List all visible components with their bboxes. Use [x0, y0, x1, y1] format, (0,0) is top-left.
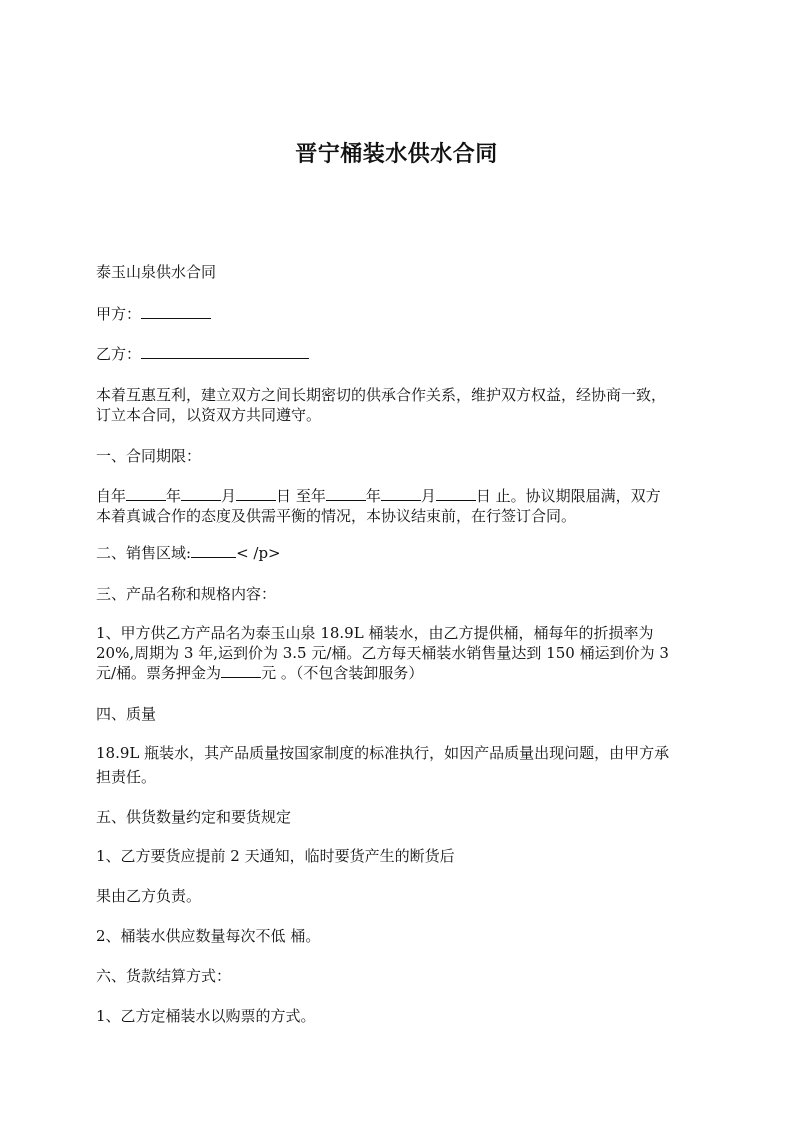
term-text-end: 日 止。协议期限届满，双方	[475, 487, 661, 505]
intro-line-2: 订立本合同，以资双方共同遵守。	[96, 406, 322, 424]
section-6-heading: 六、货款结算方式：	[96, 967, 232, 985]
end-month-blank	[436, 486, 476, 501]
term-text-month: 月	[221, 487, 237, 505]
deposit-blank	[221, 663, 261, 678]
sales-region-blank	[191, 543, 236, 558]
start-year2-blank	[181, 486, 221, 501]
section-5-heading: 五、供货数量约定和要货规定	[96, 808, 292, 826]
product-line-1: 1、甲方供乙方产品名为泰玉山泉 18.9L 桶装水，由乙方提供桶，桶每年的折损率为	[96, 624, 654, 642]
section-3-heading: 三、产品名称和规格内容：	[96, 585, 277, 603]
product-line-2: 20%,周期为 3 年,运到价为 3.5 元/桶。乙方每天桶装水销售量达到 150 桶运到价为 3	[96, 644, 669, 662]
term-line-1	[96, 486, 661, 506]
term-text-day-to: 日 至年	[276, 487, 326, 505]
term-text-month2: 月	[420, 487, 436, 505]
sales-region-suffix: < /p>	[236, 544, 281, 562]
intro-line-1: 本着互惠互利，建立双方之间长期密切的供承合作关系，维护双方权益，经协商一致，	[96, 386, 667, 404]
document-title: 晋宁桶装水供水合同	[295, 142, 498, 167]
party-b-label: 乙方：	[96, 345, 142, 363]
term-line-2: 本着真诚合作的态度及供需平衡的情况，本协议结束前，在行签订合同。	[96, 507, 577, 525]
section-2-line	[96, 543, 281, 563]
product-line-3	[96, 663, 423, 683]
party-b-blank	[141, 344, 309, 359]
supply-line-2: 果由乙方负责。	[96, 887, 202, 905]
start-year-blank	[126, 486, 166, 501]
term-text-from: 自年	[96, 487, 127, 505]
quality-line-2: 担责任。	[96, 768, 157, 786]
deposit-suffix: 元 。（不包含装卸服务）	[261, 664, 424, 682]
party-a-blank	[141, 304, 211, 319]
party-a-label: 甲方：	[96, 305, 142, 323]
supply-line-1: 1、乙方要货应提前 2 天通知，临时要货产生的断货后	[96, 847, 455, 865]
section-4-heading: 四、质量	[96, 705, 157, 723]
end-year2-blank	[381, 486, 421, 501]
sales-region-label: 二、销售区域:	[96, 544, 192, 562]
quality-line-1: 18.9L 瓶装水，其产品质量按国家制度的标准执行，如因产品质量出现问题，由甲方承	[96, 744, 670, 762]
term-text-year2: 年	[365, 487, 381, 505]
term-text-year: 年	[166, 487, 182, 505]
party-a-line	[96, 304, 211, 324]
deposit-label: 元/桶。票务押金为	[96, 664, 222, 682]
contract-subtitle: 泰玉山泉供水合同	[96, 263, 217, 281]
party-b-line	[96, 344, 309, 364]
start-month-blank	[236, 486, 276, 501]
section-1-heading: 一、合同期限：	[96, 447, 202, 465]
end-year-blank	[326, 486, 366, 501]
supply-line-3: 2、桶装水供应数量每次不低 桶。	[96, 927, 321, 945]
payment-line-1: 1、乙方定桶装水以购票的方式。	[96, 1007, 316, 1025]
